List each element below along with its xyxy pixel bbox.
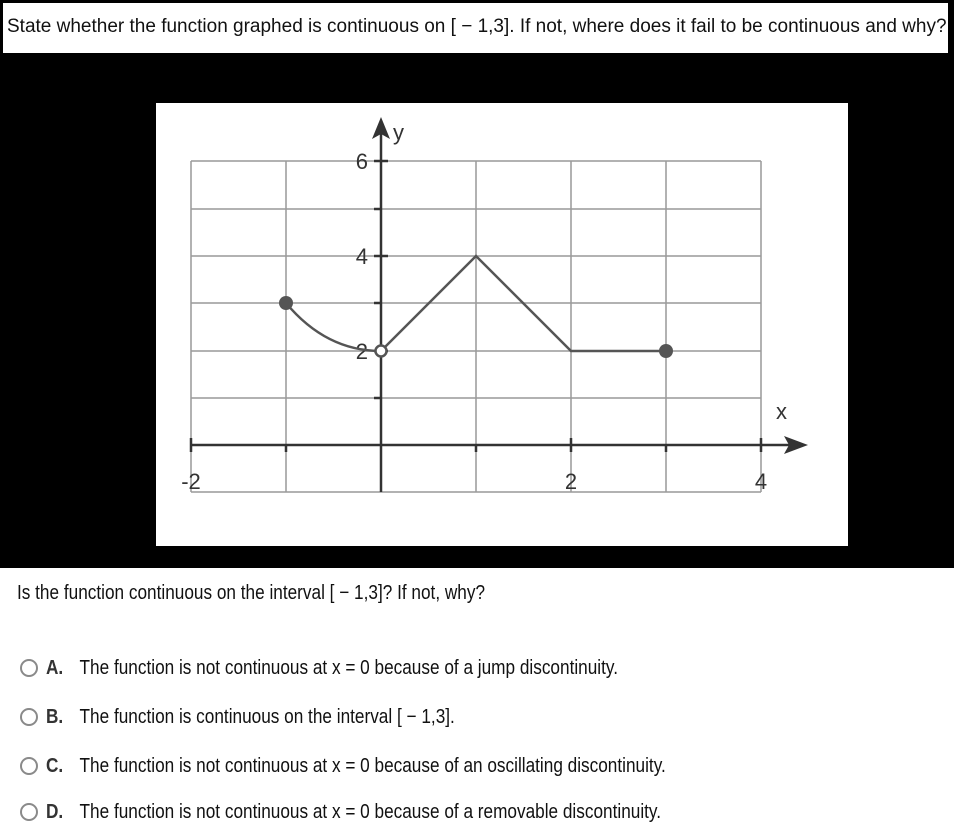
option-d-letter: D. [46, 800, 64, 823]
option-d-label [46, 801, 661, 824]
option-c-text: The function is not continuous at x = 0 because of an oscillating discontinuity. [79, 754, 666, 777]
option-a-letter: A. [46, 656, 64, 679]
option-d[interactable] [20, 797, 820, 827]
x-axis-label: x [776, 399, 787, 424]
radio-d[interactable] [20, 803, 38, 821]
option-b[interactable] [20, 702, 820, 732]
closed-point-start [279, 296, 293, 310]
closed-point-end [659, 344, 673, 358]
function-graph [156, 103, 848, 546]
x-tick-label-neg2: -2 [181, 469, 201, 494]
question-text: State whether the function graphed is continuous on [ − 1,3]. If not, where does it fail to be continuous and why? [7, 16, 947, 37]
open-point-at-zero [376, 346, 387, 357]
y-axis-label: y [393, 120, 404, 145]
option-b-label [46, 706, 455, 729]
sub-question-text: Is the function continuous on the interval [ − 1,3]? If not, why? [17, 582, 486, 604]
y-tick-label-2: 2 [355, 339, 368, 364]
radio-a[interactable] [20, 659, 38, 677]
x-tick-label-2: 2 [564, 469, 578, 494]
option-d-text: The function is not continuous at x = 0 because of a removable discontinuity. [79, 800, 662, 823]
option-a-text: The function is not continuous at x = 0 because of a jump discontinuity. [79, 656, 619, 679]
radio-b[interactable] [20, 708, 38, 726]
option-c[interactable] [20, 751, 820, 781]
x-tick-label-4: 4 [754, 469, 768, 494]
option-a[interactable] [20, 653, 820, 683]
question-bar [3, 3, 948, 53]
graph-panel [156, 103, 848, 546]
answer-panel [0, 568, 954, 838]
option-b-letter: B. [46, 705, 64, 728]
y-tick-label-4: 4 [355, 244, 368, 269]
radio-c[interactable] [20, 757, 38, 775]
option-c-label [46, 755, 666, 778]
option-c-letter: C. [46, 754, 64, 777]
option-a-label [46, 657, 618, 680]
axes [191, 131, 796, 492]
option-b-text: The function is continuous on the interval [ − 1,3]. [79, 705, 455, 728]
y-tick-label-6: 6 [355, 149, 368, 174]
grid [191, 161, 761, 492]
